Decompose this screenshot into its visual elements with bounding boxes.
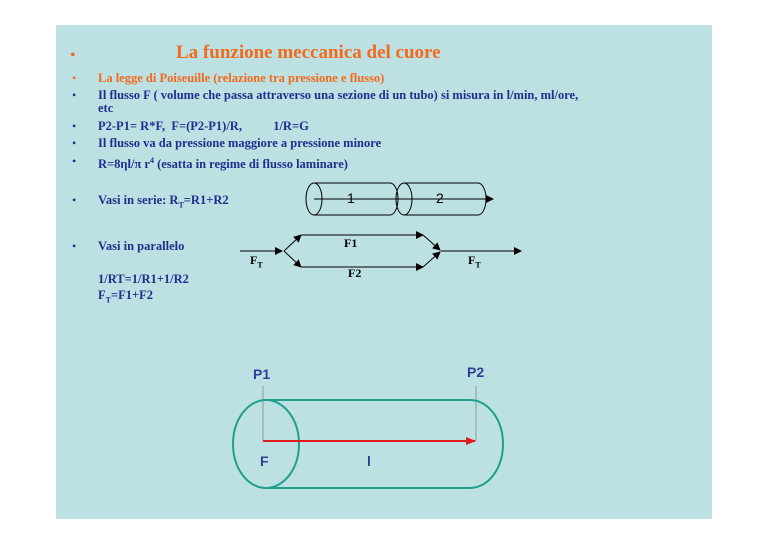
inflow-label: $F_T$ [250,253,263,270]
bullet-flusso-definition-cont: etc [98,101,114,115]
branch-f2-label: F2 [348,266,362,280]
pressure-p2-label: P2 [467,364,485,380]
serie-formula: Vasi in serie: $R_T=R1+R2$ [98,193,229,210]
parallelo-label: Vasi in parallelo [98,239,185,253]
bullet-marker: • [72,193,77,207]
parallelo-formula-flow: $F_T=F1+F2$ [98,288,154,305]
bullet-marker: • [72,136,77,150]
slide-title: La funzione meccanica del cuore [176,42,441,63]
split-down-arrow [284,251,301,267]
bullet-marker: • [72,88,77,102]
bullet-marker: • [72,71,77,85]
merge-down-arrow [423,252,440,267]
bullet-marker: • [72,154,77,168]
cylinder-end [233,400,299,488]
length-l-label: l [367,453,371,469]
flow-f-label: F [260,453,269,469]
bullet-marker: • [72,239,77,253]
branch-f1-label: F1 [344,236,358,250]
bullet-resistance-formula: P2-P1= R*F, F=(P2-P1)/R, 1/R=G [98,119,309,133]
cylinder-body [266,400,503,488]
series-tubes-diagram [306,183,493,215]
pressure-p1-label: P1 [253,366,271,382]
title-bullet: • [70,47,76,64]
parallelo-formula-resistance: 1/RT=1/R1+1/R2 [98,272,189,286]
split-up-arrow [284,235,301,251]
cylinder-diagram [233,386,503,488]
tube-1-label: 1 [347,190,355,206]
bullet-flow-direction: Il flusso va da pressione maggiore a pressione minore [98,136,382,150]
bullet-marker: • [72,119,77,133]
bullet-poiseuille: La legge di Poiseuille (relazione tra pressione e flusso) [98,71,385,85]
tube-2-label: 2 [436,190,444,206]
bullet-flusso-definition: Il flusso F ( volume che passa attraverso una sezione di un tubo) si misura in l/min, ml/ore, [98,88,579,102]
merge-up-arrow [423,235,440,250]
outflow-label: $F_T$ [468,253,481,270]
bullet-poiseuille-formula: R=8ηl/π $r^4$ (esatta in regime di flusso laminare) [98,156,348,172]
